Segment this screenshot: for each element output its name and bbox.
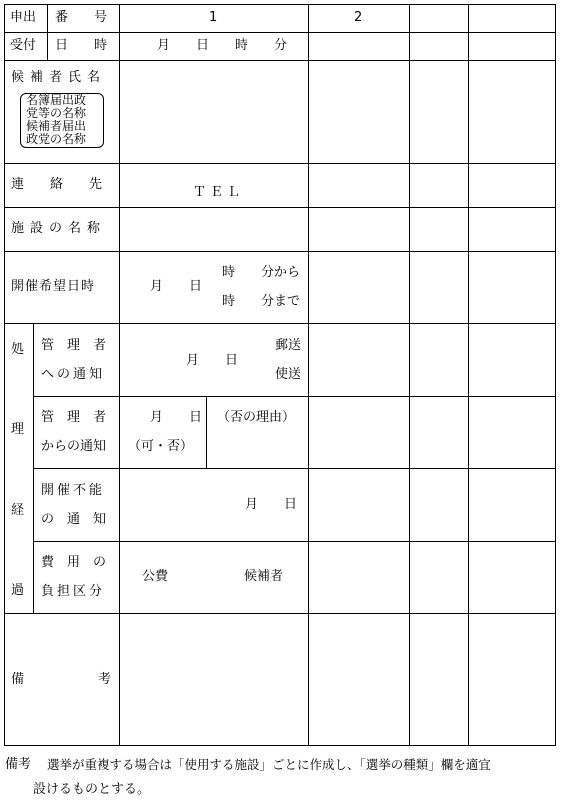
refusal-reason: （否の理由） bbox=[217, 410, 296, 425]
nichiji-label: 日 時 bbox=[55, 38, 108, 53]
rule-header-split bbox=[47, 4, 48, 60]
cancel-month-day: 月 日 bbox=[245, 497, 298, 512]
tel-label: ＴＥＬ bbox=[193, 185, 245, 200]
notice-month-day: 月 日 bbox=[186, 353, 239, 368]
rule-bottom bbox=[4, 745, 556, 746]
notice-to-manager-line1: 管 理 者 bbox=[41, 338, 107, 353]
rule-header-mid bbox=[4, 32, 556, 33]
process-label-char-2: 理 bbox=[11, 422, 25, 437]
rule-process-3 bbox=[33, 541, 556, 542]
desired-time-from: 時 分から bbox=[222, 265, 301, 280]
cost-line1: 費 用 の bbox=[41, 555, 107, 570]
candidate-note-1: 名簿届出政 bbox=[26, 93, 87, 107]
remarks-label-right: 考 bbox=[98, 672, 112, 687]
rule-col3-right bbox=[468, 4, 469, 746]
rule-process-split bbox=[33, 323, 34, 613]
cost-candidate: 候補者 bbox=[244, 569, 284, 584]
rule-reason-split bbox=[206, 396, 207, 468]
rule-process-bottom bbox=[4, 613, 556, 614]
column-number-1: 1 bbox=[209, 10, 218, 25]
moushide-label: 申出 bbox=[10, 10, 37, 25]
candidate-note-3: 候補者届出 bbox=[26, 119, 87, 133]
notice-from-manager-line2: からの通知 bbox=[41, 439, 107, 454]
desired-time-until: 時 分まで bbox=[222, 294, 301, 309]
notice-mail: 郵送 bbox=[275, 338, 302, 353]
rule-candidate-bottom bbox=[4, 163, 556, 164]
notice-to-manager-line2: への通知 bbox=[41, 367, 106, 382]
contact-label: 連 絡 先 bbox=[11, 177, 103, 192]
footnote-line2: 設けるものとする。 bbox=[33, 782, 151, 797]
rule-contact-bottom bbox=[4, 207, 556, 208]
rule-desired-bottom bbox=[4, 323, 556, 324]
candidate-note-4: 政党の名称 bbox=[26, 132, 87, 146]
uketsuke-label: 受付 bbox=[10, 38, 37, 53]
candidate-note-2: 党等の名称 bbox=[26, 106, 87, 120]
rule-col2-right bbox=[409, 4, 410, 746]
rule-header-bottom bbox=[4, 60, 556, 61]
process-label-char-4: 過 bbox=[11, 583, 25, 598]
rule-left bbox=[4, 4, 5, 746]
remarks-label-left: 備 bbox=[11, 672, 25, 687]
notice-messenger: 使送 bbox=[275, 367, 302, 382]
rule-label-col bbox=[119, 4, 120, 746]
reception-datetime: 月 日 時 分 bbox=[157, 38, 288, 53]
rule-facility-bottom bbox=[4, 251, 556, 252]
process-label-char-3: 経 bbox=[11, 503, 25, 518]
candidate-name-label: 候補者氏名 bbox=[11, 70, 107, 85]
desired-date-label: 開催希望日時 bbox=[11, 279, 96, 294]
facility-label: 施設の名称 bbox=[11, 221, 107, 236]
rule-col1-right bbox=[308, 4, 309, 746]
rule-right bbox=[555, 4, 556, 746]
rule-top bbox=[4, 4, 556, 5]
cancel-notice-line2: の 通 知 bbox=[41, 512, 107, 527]
from-manager-yes-no: （可・否） bbox=[128, 439, 194, 454]
rule-process-2 bbox=[33, 468, 556, 469]
footnote-label: 備考 bbox=[5, 757, 32, 772]
cost-line2: 負担区分 bbox=[41, 584, 106, 599]
process-label-char-1: 処 bbox=[11, 342, 25, 357]
column-number-2: 2 bbox=[354, 10, 363, 25]
rule-process-1 bbox=[33, 396, 556, 397]
cancel-notice-line1: 開催不能 bbox=[41, 483, 106, 498]
footnote-line1: 選挙が重複する場合は「使用する施設」ごとに作成し、「選挙の種類」欄を適宜 bbox=[47, 757, 491, 772]
bangou-label: 番 号 bbox=[55, 10, 108, 25]
desired-month-day: 月 日 bbox=[150, 279, 203, 294]
notice-from-manager-line1: 管 理 者 bbox=[41, 410, 107, 425]
from-manager-month-day: 月 日 bbox=[150, 410, 203, 425]
cost-public: 公費 bbox=[142, 569, 169, 584]
